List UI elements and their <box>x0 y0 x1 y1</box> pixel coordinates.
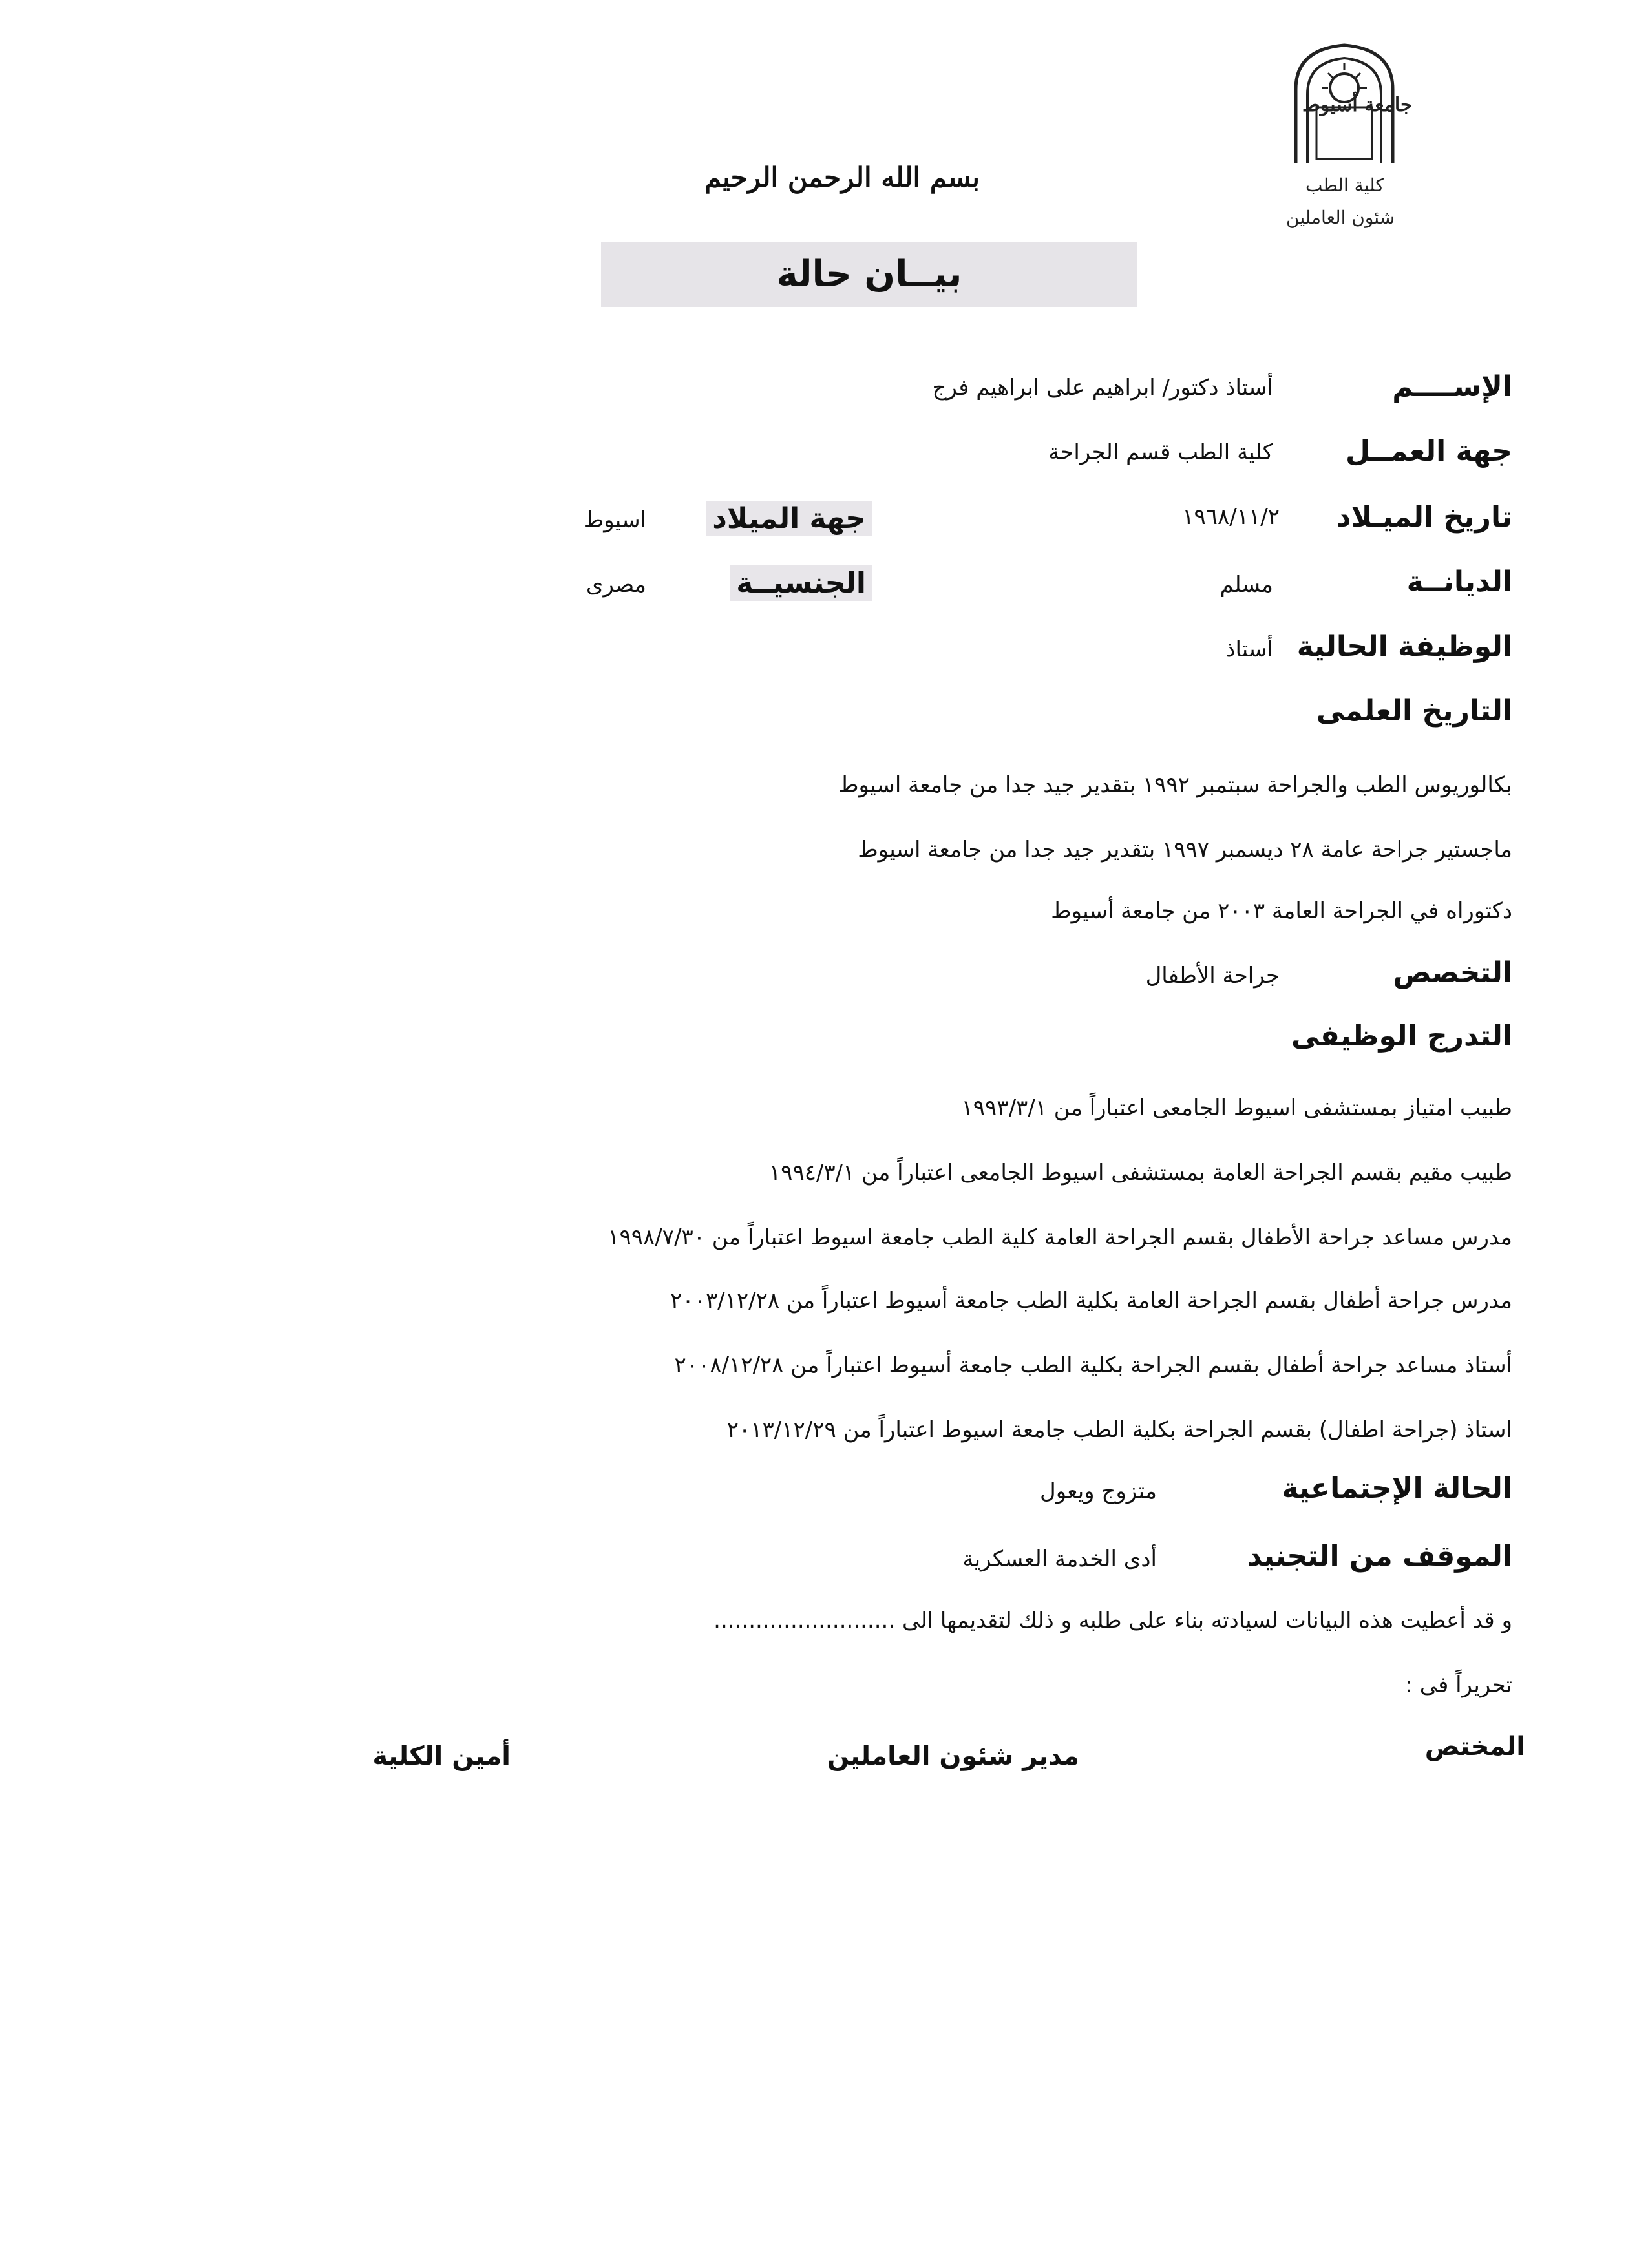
birth-date-value: ١٩٦٨/١١/٢ <box>1182 504 1280 530</box>
career-item: استاذ (جراحة اطفال) بقسم الجراحة بكلية الطب جامعة اسيوط اعتباراً من ٢٠١٣/١٢/٢٩ <box>726 1417 1512 1443</box>
career-item: طبيب مقيم بقسم الجراحة العامة بمستشفى اسيوط الجامعى اعتباراً من ١٩٩٤/٣/١ <box>768 1160 1512 1186</box>
nationality-value: مصرى <box>586 572 646 598</box>
signatory-personnel-director: مدير شئون العاملين <box>827 1741 1079 1771</box>
signatory-specialist: المختص <box>1424 1732 1525 1761</box>
name-value: أستاذ دكتور/ ابراهيم على ابراهيم فرج <box>932 375 1273 401</box>
specialty-value: جراحة الأطفال <box>1145 963 1280 989</box>
birth-date-label: تاريخ الميـلاد <box>1336 501 1512 534</box>
career-item: أستاذ مساعد جراحة أطفال بقسم الجراحة بكلية الطب جامعة أسيوط اعتباراً من ٢٠٠٨/١٢/٢٨ <box>674 1352 1512 1378</box>
emblem-faculty: كلية الطب <box>1305 174 1384 196</box>
page-title: بيــان حالة <box>776 253 962 295</box>
military-status-value: أدى الخدمة العسكرية <box>962 1546 1157 1572</box>
marital-status-value: متزوج ويعول <box>1040 1478 1157 1504</box>
career-item: مدرس مساعد جراحة الأطفال بقسم الجراحة العامة كلية الطب جامعة اسيوط اعتباراً من ١٩٩٨/٧/٣٠ <box>607 1224 1512 1250</box>
emblem-department: شئون العاملين <box>1286 207 1395 228</box>
issuance-statement: و قد أعطيت هذه البيانات لسيادته بناء على طلبه و ذلك لتقديمها الى .......................... <box>713 1608 1512 1633</box>
academic-item: دكتوراه في الجراحة العامة ٢٠٠٣ من جامعة أسيوط <box>1051 898 1512 924</box>
birth-place-value: اسيوط <box>583 507 646 533</box>
specialty-label: التخصص <box>1393 956 1512 989</box>
emblem-lettering: جامعة أسيوط <box>1302 94 1413 116</box>
signatory-faculty-secretary: أمين الكلية <box>372 1741 511 1771</box>
military-status-label: الموقف من التجنيد <box>1247 1540 1512 1573</box>
workplace-value: كلية الطب قسم الجراحة <box>1048 439 1273 465</box>
academic-heading: التاريخ العلمى <box>1316 695 1512 728</box>
name-label: الإســــم <box>1392 370 1512 403</box>
career-item: طبيب امتياز بمستشفى اسيوط الجامعى اعتباراً من ١٩٩٣/٣/١ <box>961 1095 1512 1121</box>
current-job-value: أستاذ <box>1225 636 1273 662</box>
nationality-label: الجنسيــة <box>730 565 872 601</box>
career-item: مدرس جراحة أطفال بقسم الجراحة العامة بكلية الطب جامعة أسيوط اعتباراً من ٢٠٠٣/١٢/٢٨ <box>670 1288 1512 1314</box>
religion-label: الديانــة <box>1406 565 1512 598</box>
basmala-heading: بسم الله الرحمن الرحيم <box>704 162 980 193</box>
marital-status-label: الحالة الإجتماعية <box>1282 1472 1512 1505</box>
written-at-label: تحريراً فى : <box>1405 1672 1512 1698</box>
workplace-label: جهة العمــل <box>1345 435 1512 468</box>
birth-place-label: جهة الميلاد <box>706 501 872 536</box>
current-job-label: الوظيفة الحالية <box>1296 630 1512 663</box>
career-heading: التدرج الوظيفى <box>1291 1020 1512 1053</box>
academic-item: ماجستير جراحة عامة ٢٨ ديسمبر ١٩٩٧ بتقدير جيد جدا من جامعة اسيوط <box>858 837 1512 863</box>
academic-item: بكالوريوس الطب والجراحة سبتمبر ١٩٩٢ بتقدير جيد جدا من جامعة اسيوط <box>838 772 1512 798</box>
religion-value: مسلم <box>1220 572 1273 598</box>
